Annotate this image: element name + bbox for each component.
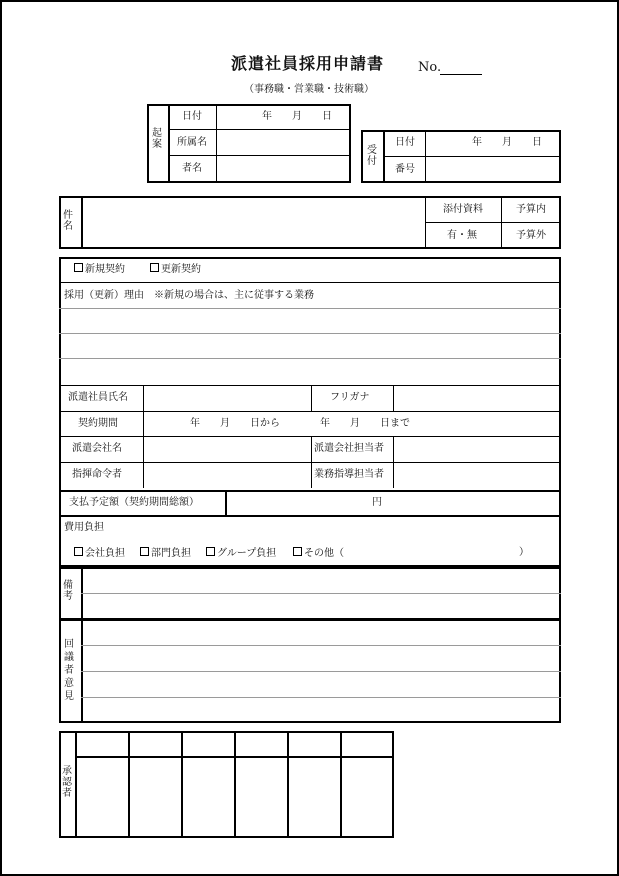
cost-company-checkbox[interactable]: 会社負担 — [74, 547, 125, 560]
reception-date-label: 日付 — [395, 137, 415, 148]
approval-stamp-slot[interactable] — [236, 758, 286, 836]
attachment-value[interactable]: 有・無 — [447, 230, 477, 241]
reason-field[interactable] — [61, 309, 559, 384]
proposal-date-label: 日付 — [182, 111, 202, 122]
supervisor-field[interactable] — [395, 464, 559, 486]
cost-other-close: ） — [519, 547, 529, 558]
staff-name-field[interactable] — [145, 387, 309, 409]
budget-out-option[interactable]: 予算外 — [516, 230, 546, 241]
budget-in-option[interactable]: 予算内 — [516, 204, 546, 215]
subject-label: 件名 — [63, 210, 73, 232]
attachment-label: 添付資料 — [443, 204, 483, 215]
subject-field[interactable] — [83, 198, 423, 247]
approval-stamp-slot[interactable] — [289, 758, 339, 836]
checkbox-icon — [140, 547, 149, 556]
contract-renew-label: 更新契約 — [161, 264, 201, 275]
staff-name-label: 派遣社員氏名 — [68, 392, 128, 403]
approval-stamp-slot[interactable] — [77, 758, 127, 836]
cost-label: 費用負担 — [64, 522, 104, 533]
approval-label: 承認者 — [62, 766, 72, 799]
document-number-label: No. — [418, 60, 442, 75]
checkbox-icon — [293, 547, 302, 556]
furigana-field[interactable] — [395, 387, 559, 409]
agency-contact-label: 派遣会社担当者 — [314, 443, 384, 454]
furigana-label: フリガナ — [330, 392, 370, 403]
contract-new-checkbox[interactable] — [74, 263, 125, 276]
payment-field[interactable] — [228, 492, 368, 513]
reception-number-field[interactable] — [426, 158, 559, 181]
agency-field[interactable] — [145, 438, 309, 460]
supervisor-label: 業務指導担当者 — [314, 469, 384, 480]
payment-label: 支払予定額（契約期間総額） — [69, 497, 199, 508]
payment-unit: 円 — [372, 497, 382, 508]
agency-contact-field[interactable] — [395, 438, 559, 460]
main-form-box — [59, 257, 561, 567]
proposal-name-label: 者名 — [182, 163, 202, 174]
cost-other-field[interactable] — [352, 545, 516, 561]
proposal-dept-label: 所属名 — [177, 137, 207, 148]
approval-stamp-slot[interactable] — [183, 758, 233, 836]
checkbox-icon — [74, 263, 83, 272]
reception-number-label: 番号 — [395, 164, 415, 175]
commander-field[interactable] — [145, 464, 309, 486]
reception-label: 受付 — [367, 145, 377, 167]
checkbox-icon — [74, 547, 83, 556]
cost-other-checkbox[interactable]: その他（ — [293, 547, 344, 560]
reason-label: 採用（更新）理由 ※新規の場合は、主に従事する業務 — [64, 290, 314, 301]
opinion-label: 回議者意見 — [64, 639, 74, 702]
checkbox-icon — [206, 547, 215, 556]
period-label: 契約期間 — [78, 418, 118, 429]
document-title: 派遣社員採用申請書 — [231, 54, 385, 73]
approval-stamp-slot[interactable] — [130, 758, 180, 836]
agency-label: 派遣会社名 — [72, 443, 122, 454]
period-field[interactable]: 年 月 日から 年 月 日まで — [190, 418, 410, 429]
remarks-field[interactable] — [83, 569, 559, 618]
cost-group-checkbox[interactable]: グループ負担 — [206, 547, 276, 560]
opinion-field[interactable] — [83, 621, 559, 721]
document-number-field[interactable] — [440, 74, 482, 75]
cost-department-checkbox[interactable]: 部門負担 — [140, 547, 191, 560]
proposal-name-field[interactable] — [217, 157, 349, 181]
remarks-label: 備考 — [63, 580, 73, 602]
proposal-date-field[interactable]: 年 月 日 — [262, 111, 332, 122]
approval-stamp-slot[interactable] — [342, 758, 392, 836]
commander-label: 指揮命令者 — [72, 469, 122, 480]
document-subtitle: （事務職・営業職・技術職） — [244, 84, 374, 95]
contract-new-label: 新規契約 — [85, 264, 125, 275]
contract-renew-checkbox[interactable] — [150, 263, 201, 276]
proposal-dept-field[interactable] — [217, 131, 349, 153]
checkbox-icon — [150, 263, 159, 272]
reception-date-field[interactable]: 年 月 日 — [472, 137, 542, 148]
proposal-label: 起案 — [152, 128, 162, 150]
